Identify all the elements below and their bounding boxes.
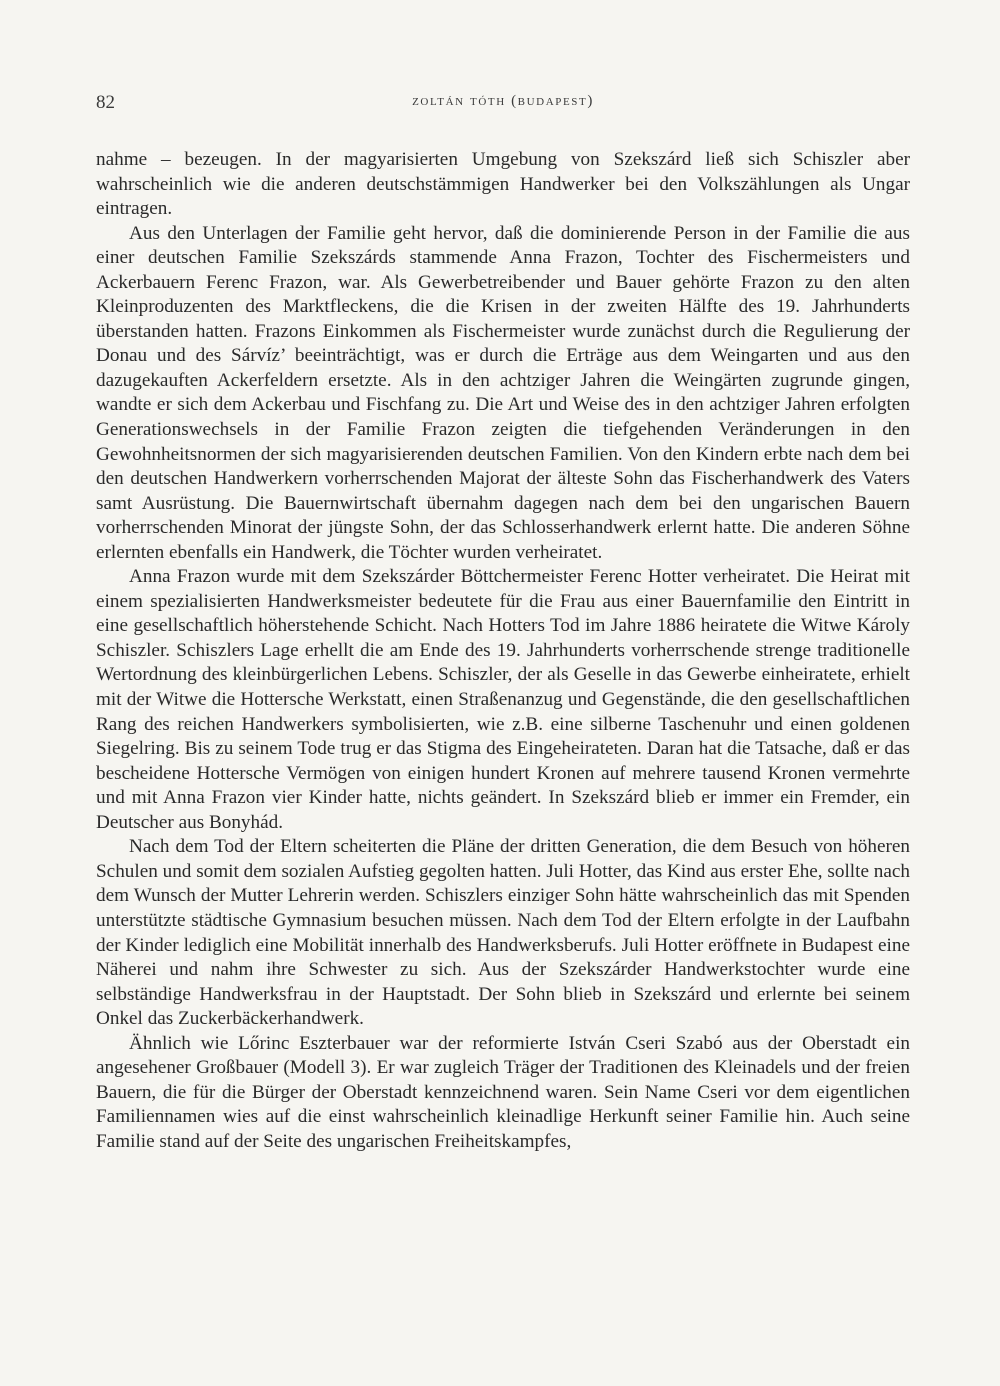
page-number: 82 (96, 92, 115, 113)
paragraph-continued: nahme – bezeugen. In der magyarisierten Umgebung von Szekszárd ließ sich Schiszler aber wahrscheinlich wie die anderen deutschstämmigen Handwerker bei den Volkszählungen als Ungar eintragen. (96, 149, 910, 220)
running-head (96, 92, 910, 122)
running-title: zoltán tóth (budapest) (412, 93, 594, 109)
paragraph: Nach dem Tod der Eltern scheiterten die Pläne der dritten Generation, die dem Besuch von höheren Schulen und somit dem sozialen Aufstieg gegolten hatten. Juli Hotter, das Kind aus erster Ehe, sollte nach dem Wunsch der Mutter Lehrerin werden. Schiszlers einziger Sohn hätte wahrscheinlich das mit Spenden unterstützte städtische Gymnasium besuchen müssen. Nach dem Tod der Eltern erfolgte in der Laufbahn der Kinder lediglich eine Mobilität innerhalb des Handwerksberufs. Juli Hotter eröffnete in Budapest eine Näherei und nahm ihre Schwester zu sich. Aus der Szekszárder Handwerkstochter wurde eine selbständige Handwerksfrau in der Hauptstadt. Der Sohn blieb in Szekszárd und erlernte bei seinem Onkel das Zuckerbäckerhandwerk. (96, 836, 910, 1030)
paragraph: Aus den Unterlagen der Familie geht hervor, daß die dominierende Person in der Familie die aus einer deutschen Familie Szekszárds stammende Anna Frazon, Tochter des Fischermeisters und Ackerbauern Ferenc Frazon, war. Als Gewerbetreibender und Bauer gehörte Frazon zu den alten Kleinproduzenten des Marktfleckens, die die Krisen in der zweiten Hälfte des 19. Jahrhunderts überstanden hatten. Frazons Einkommen als Fischermeister wurde zunächst durch die Regulierung der Donau und des Sárvíz’ beeinträchtigt, was er durch die Erträge aus dem Weingarten und aus den dazugekauften Ackerfeldern ersetzte. Als in den achtziger Jahren die Weingärten zugrunde gingen, wandte er sich dem Ackerbau und Fischfang zu. Die Art und Weise des in den achtziger Jahren erfolgten Generationswechsels in der Familie Frazon zeigten die tiefgehenden Veränderungen in den Gewohnheitsnormen der sich magyarisierenden deutschen Familien. Von den Kindern erbte nach dem bei den deutschen Handwerkern vorherrschenden Majorat der älteste Sohn das Fischerhandwerk des Vaters samt Ausrüstung. Die Bauernwirtschaft übernahm dagegen nach dem bei den ungarischen Bauern vorherrschenden Minorat der jüngste Sohn, der das Schlosserhandwerk erlernt hatte. Die anderen Söhne erlernten ebenfalls ein Handwerk, die Töchter wurden verheiratet. (96, 222, 910, 563)
book-page (96, 92, 910, 1154)
paragraph: Anna Frazon wurde mit dem Szekszárder Böttchermeister Ferenc Hotter verheiratet. Die Heirat mit einem spezialisierten Handwerksmeister bedeutete für die Frau aus einer Bauernfamilie den Eintritt in eine gesellschaftlich höherstehende Schicht. Nach Hotters Tod im Jahre 1886 heiratete die Witwe Károly Schiszler. Schiszlers Lage erhellt die am Ende des 19. Jahrhunderts vorherrschende strenge traditionelle Wertordnung des kleinbürgerlichen Lebens. Schiszler, der als Geselle in das Gewerbe einheiratete, erhielt mit der Witwe die Hottersche Werkstatt, einen Straßenanzug und Gegenstände, die den gesellschaftlichen Rang des reichen Handwerkers symbolisierten, wie z.B. eine silberne Taschenuhr und einen goldenen Siegelring. Bis zu seinem Tode trug er das Stigma des Eingeheirateten. Daran hat die Tatsache, daß er das bescheidene Hottersche Vermögen von einigen hundert Kronen auf mehrere tausend Kronen vermehrte und mit Anna Frazon vier Kinder hatte, nichts geändert. In Szekszárd blieb er immer ein Fremder, ein Deutscher aus Bonyhád. (96, 566, 910, 833)
body-text (96, 148, 910, 1154)
paragraph: Ähnlich wie Lőrinc Eszterbauer war der reformierte István Cseri Szabó aus der Oberstadt ein angesehener Großbauer (Modell 3). Er war zugleich Träger der Traditionen des Kleinadels und der freien Bauern, die für die Bürger der Oberstadt kennzeichnend waren. Sein Name Cseri vor dem eigentlichen Familiennamen wies auf die einst wahrscheinlich kleinadlige Herkunft seiner Familie hin. Auch seine Familie stand auf der Seite des ungarischen Freiheitskampfes, (96, 1032, 910, 1152)
